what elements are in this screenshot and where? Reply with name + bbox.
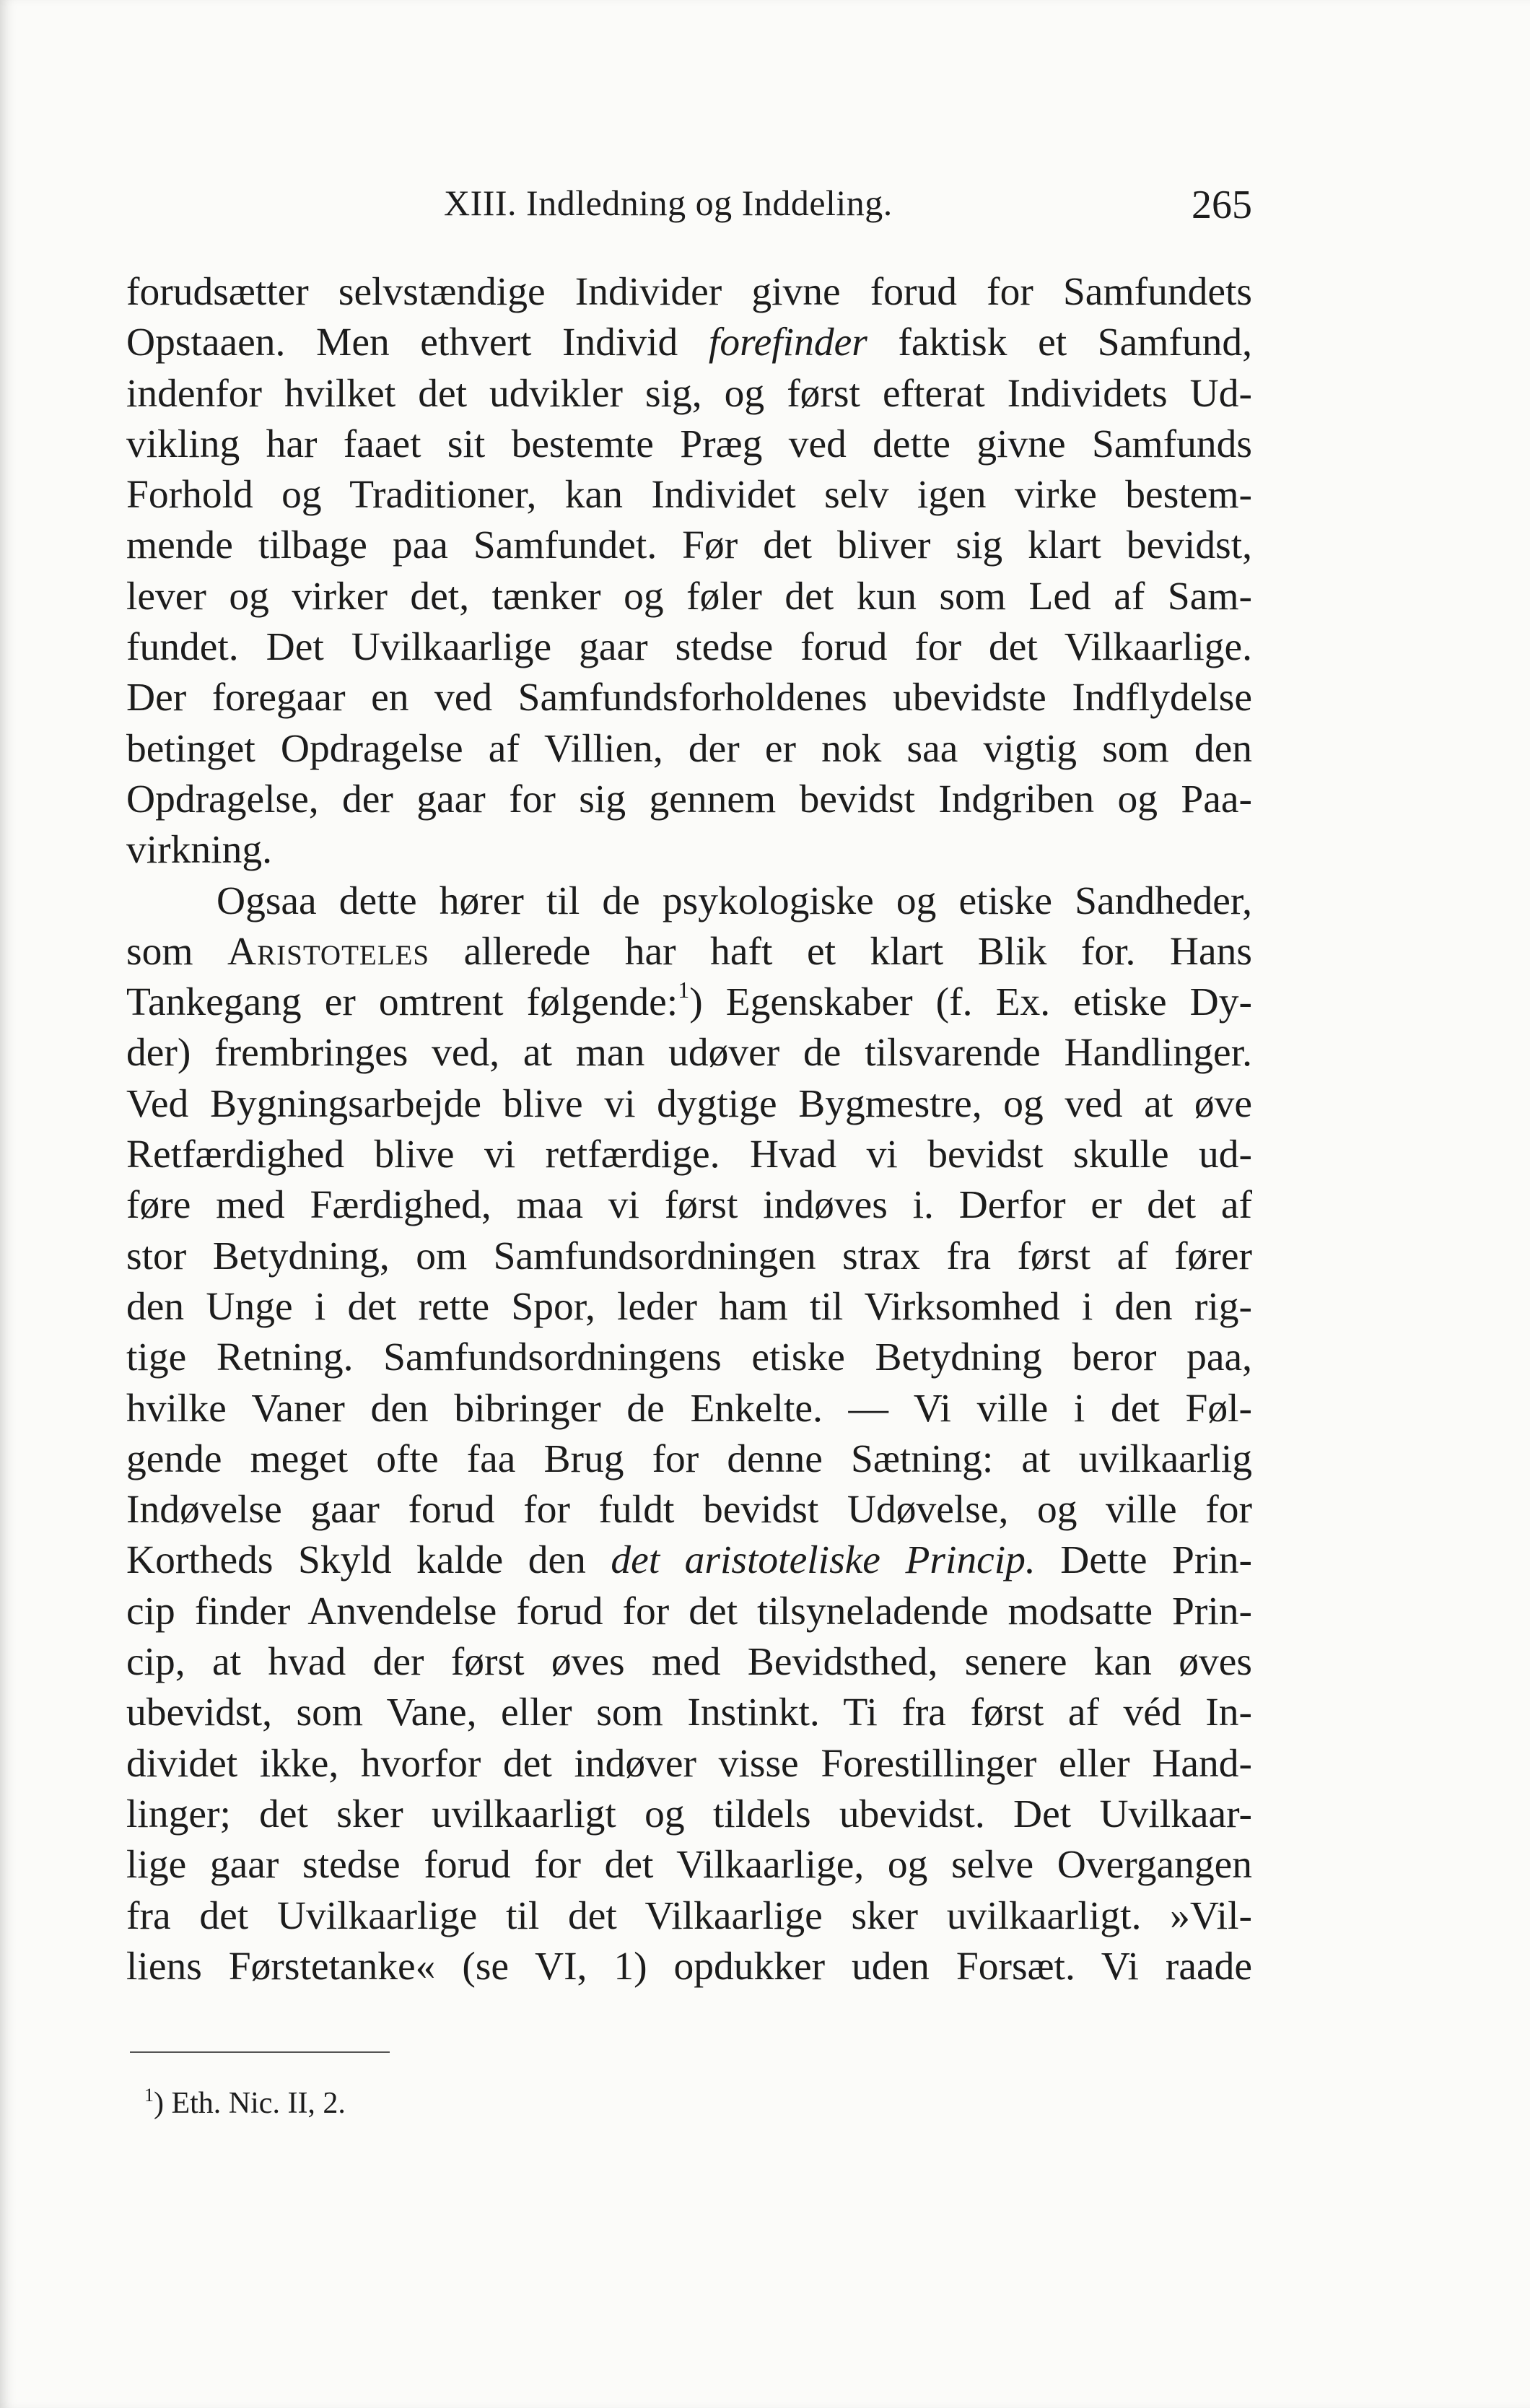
- text-line: Opstaaen. Men ethvert Individ forefinder faktisk et Samfund,: [126, 320, 1252, 365]
- text-line: cip, at hvad der først øves med Bevidsthed, senere kan øves: [126, 1640, 1252, 1685]
- text-line: linger; det sker uvilkaarligt og tildels ubevidst. Det Uvilkaar-: [126, 1792, 1252, 1836]
- text-line: der) frembringes ved, at man udøver de tilsvarende Handlinger.: [126, 1031, 1252, 1076]
- text-line: stor Betydning, om Samfundsordningen strax fra først af fører: [126, 1234, 1252, 1278]
- text-line: tige Retning. Samfundsordningens etiske Betydning beror paa,: [126, 1335, 1252, 1380]
- text-line: lige gaar stedse forud for det Vilkaarlige, og selve Overgangen: [126, 1843, 1252, 1888]
- text-line: lever og virker det, tænker og føler det kun som Led af Sam-: [126, 574, 1252, 619]
- text-line: Forhold og Traditioner, kan Individet selv igen virke bestem-: [126, 473, 1252, 518]
- text-line: liens Førstetanke« (se VI, 1) opdukker uden Forsæt. Vi raade: [126, 1944, 1252, 1989]
- text-line: ubevidst, som Vane, eller som Instinkt. Ti fra først af véd In-: [126, 1691, 1252, 1735]
- text-line: Kortheds Skyld kalde den det aristoteliske Princip. Dette Prin-: [126, 1538, 1252, 1583]
- text-line: som Aristoteles allerede har haft et klart Blik for. Hans: [126, 929, 1252, 974]
- paragraph-1: [126, 267, 1252, 876]
- emphasis-forefinder: forefinder: [708, 320, 867, 365]
- footnote: [144, 2086, 346, 2121]
- text-line: Indøvelse gaar forud for fuldt bevidst Udøvelse, og ville for: [126, 1488, 1252, 1532]
- text-line: betinget Opdragelse af Villien, der er nok saa vigtig som den: [126, 726, 1252, 771]
- text-line: Der foregaar en ved Samfundsforholdenes ubevidste Indflydelse: [126, 676, 1252, 720]
- text-line: vikling har faaet sit bestemte Præg ved dette givne Samfunds: [126, 422, 1252, 466]
- text-line: indenfor hvilket det udvikler sig, og først efterat Individets Ud-: [126, 371, 1252, 416]
- text-line: Opdragelse, der gaar for sig gennem bevidst Indgriben og Paa-: [126, 777, 1252, 821]
- text-line: cip finder Anvendelse forud for det tilsyneladende modsatte Prin-: [126, 1589, 1252, 1633]
- body-text: [126, 267, 1252, 1992]
- page-number: 265: [1192, 183, 1252, 227]
- footnote-divider: [130, 2051, 390, 2053]
- name-aristoteles: Aristoteles: [227, 929, 430, 974]
- paragraph-2: [126, 876, 1252, 1993]
- text-line: fra det Uvilkaarlige til det Vilkaarlige sker uvilkaarligt. »Vil-: [126, 1893, 1252, 1938]
- text-line: mende tilbage paa Samfundet. Før det bliver sig klart bevidst,: [126, 523, 1252, 568]
- text-line: Ogsaa dette hører til de psykologiske og etiske Sandheder,: [217, 878, 1252, 923]
- footnote-reference: 1: [678, 977, 690, 1003]
- footnote-marker: 1: [144, 2085, 154, 2106]
- footnote-text: ) Eth. Nic. II, 2.: [154, 2087, 346, 2120]
- text-line: den Unge i det rette Spor, leder ham til Virksomhed i den rig-: [126, 1284, 1252, 1329]
- text-line: virkning.: [126, 828, 272, 873]
- text-line: hvilke Vaner den bibringer de Enkelte. — Vi ville i det Føl-: [126, 1386, 1252, 1431]
- text-line: Ved Bygningsarbejde blive vi dygtige Bygmestre, og ved at øve: [126, 1081, 1252, 1126]
- text-line: fundet. Det Uvilkaarlige gaar stedse forud for det Vilkaarlige.: [126, 625, 1252, 670]
- text-line: Retfærdighed blive vi retfærdige. Hvad vi bevidst skulle ud-: [126, 1133, 1252, 1177]
- text-line: gende meget ofte faa Brug for denne Sætning: at uvilkaarlig: [126, 1436, 1252, 1481]
- text-line: forudsætter selvstændige Individer givne forud for Samfundets: [126, 270, 1252, 314]
- emphasis-aristotelian-principle: det aristoteliske Princip.: [611, 1538, 1036, 1583]
- text-line: føre med Færdighed, maa vi først indøves i. Derfor er det af: [126, 1183, 1252, 1228]
- running-title: XIII. Indledning og Inddeling.: [444, 183, 893, 223]
- text-line: Tankegang er omtrent følgende:$^1$) Egenskaber (f. Ex. etiske Dy-: [126, 977, 1252, 1025]
- page-header: [126, 182, 1252, 232]
- text-line: dividet ikke, hvorfor det indøver visse Forestillinger eller Hand-: [126, 1741, 1252, 1786]
